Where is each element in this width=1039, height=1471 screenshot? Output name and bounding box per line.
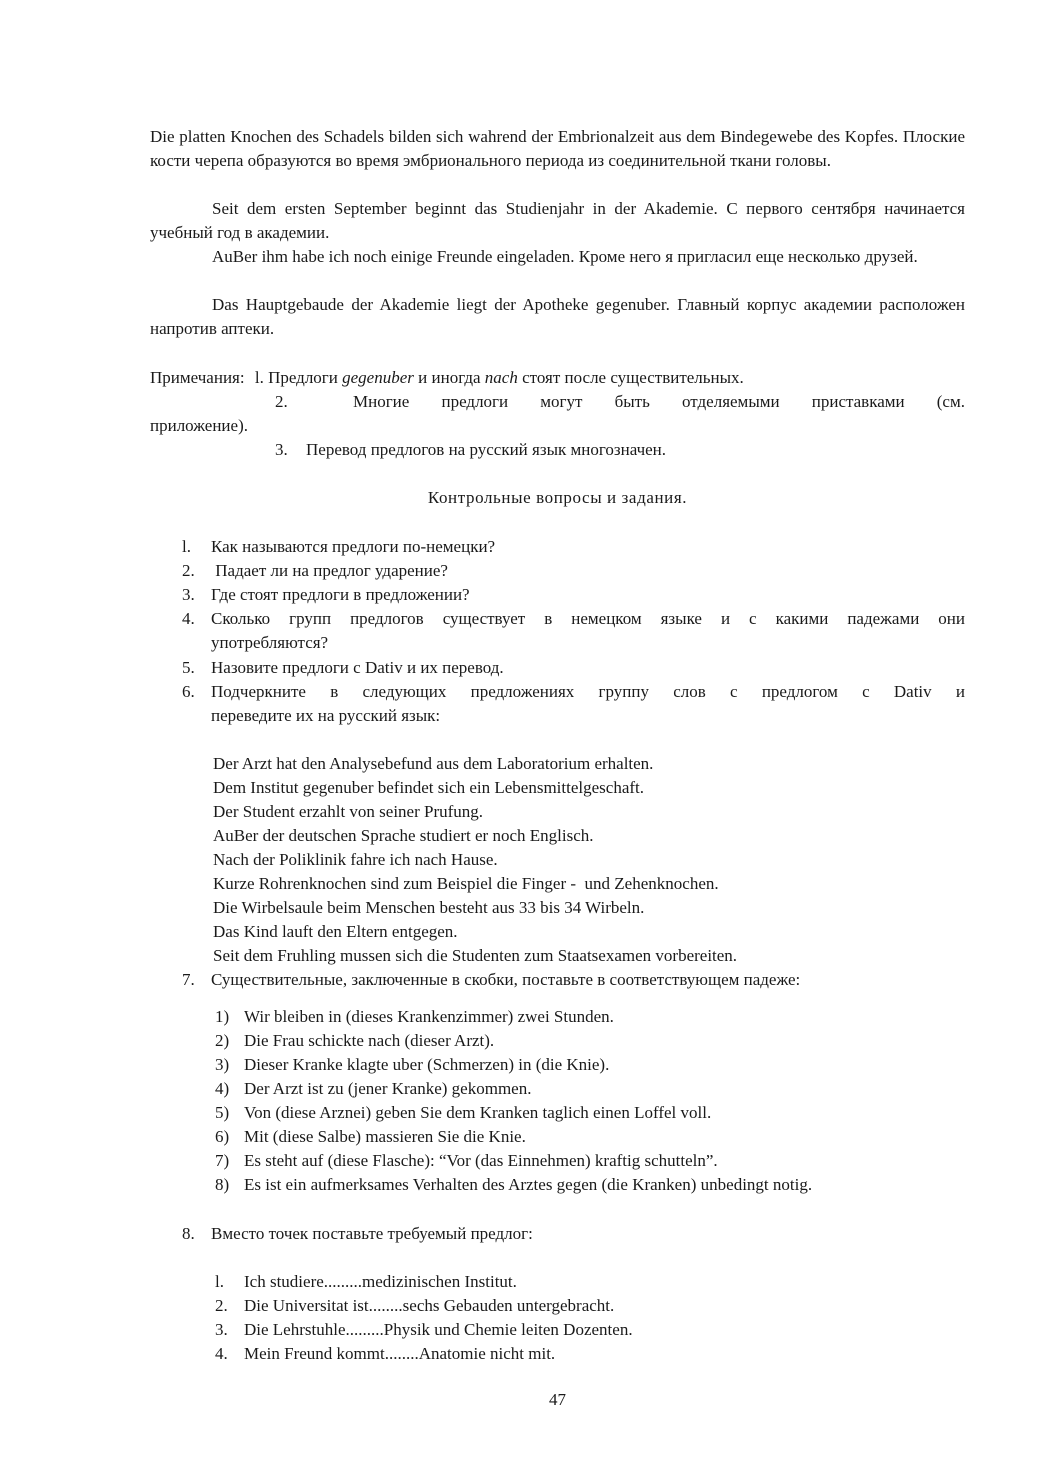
note-2-continuation: приложение). bbox=[150, 416, 248, 435]
notes-label: Примечания: bbox=[150, 368, 245, 387]
item-number: 2. bbox=[215, 1296, 228, 1315]
blank-dots: ......... bbox=[345, 1320, 384, 1339]
question-text: Существительные, заключенные в скобки, поставьте в соответствующем падеже: bbox=[211, 970, 801, 989]
item-number: 3. bbox=[215, 1320, 228, 1339]
question-6-line-1: Подчеркните в следующих предложениях группу слов с предлогом с Dativ и bbox=[211, 682, 965, 701]
page-number: 47 bbox=[549, 1390, 566, 1409]
note-2-number: 2. bbox=[275, 392, 288, 411]
question-text: Где стоят предлоги в предложении? bbox=[211, 585, 470, 604]
sentence-7: Die Wirbelsaule beim Menschen besteht aus 33 bis 34 Wirbeln. bbox=[213, 898, 645, 917]
question-6-number: 6. bbox=[182, 682, 195, 701]
question-number: 8. bbox=[182, 1224, 195, 1243]
note-1 bbox=[150, 366, 744, 390]
note-1-text-a: Предлоги bbox=[268, 368, 338, 387]
question-text: Вместо точек поставьте требуемый предлог: bbox=[211, 1224, 533, 1243]
item-number: 5) bbox=[215, 1103, 230, 1122]
note-1-term-gegenuber: gegenuber bbox=[342, 368, 414, 387]
item-number: l. bbox=[215, 1272, 224, 1291]
question-number: l. bbox=[182, 537, 191, 556]
question-4-line-1: Сколько групп предлогов существует в немецком языке и с какими падежами они bbox=[211, 609, 965, 628]
blank-dots: ........ bbox=[368, 1296, 403, 1315]
item-number: 7) bbox=[215, 1151, 230, 1170]
question-number: 3. bbox=[182, 585, 195, 604]
item-text: Dieser Kranke klagte uber (Schmerzen) in (die Knie). bbox=[244, 1055, 610, 1074]
sentence-1: Der Arzt hat den Analysebefund aus dem Laboratorium erhalten. bbox=[213, 754, 654, 773]
question-4-line-2: употребляются? bbox=[211, 633, 329, 652]
question-number: 7. bbox=[182, 970, 195, 989]
section-heading: Контрольные вопросы и задания. bbox=[427, 488, 688, 507]
item-text: Mit (diese Salbe) massieren Sie die Knie. bbox=[244, 1127, 526, 1146]
item-text-start: Die Lehrstuhle bbox=[244, 1320, 346, 1339]
item-text-end: sechs Gebauden untergebracht. bbox=[402, 1296, 615, 1315]
item-number: 6) bbox=[215, 1127, 230, 1146]
note-2-text: Многие предлоги могут быть отделяемыми приставками (см. bbox=[353, 392, 965, 411]
item-number: 2) bbox=[215, 1031, 230, 1050]
question-6-line-2: переведите их на русский язык: bbox=[211, 706, 441, 725]
paragraph-4: Das Hauptgebaude der Akademie liegt der Apotheke gegenuber. Главный корпус академии расположен напротив аптеки. bbox=[150, 295, 965, 338]
item-text-end: medizinischen Institut. bbox=[362, 1272, 517, 1291]
note-1-number: l. bbox=[254, 368, 264, 387]
item-text: Es ist ein aufmerksames Verhalten des Arztes gegen (die Kranken) unbedingt notig. bbox=[244, 1175, 813, 1194]
item-text: Wir bleiben in (dieses Krankenzimmer) zwei Stunden. bbox=[244, 1007, 614, 1026]
question-text: Падает ли на предлог ударение? bbox=[211, 561, 448, 580]
sentence-4: AuBer der deutschen Sprache studiert er noch Englisch. bbox=[213, 826, 594, 845]
note-3-number: 3. bbox=[275, 440, 288, 459]
sentence-3: Der Student erzahlt von seiner Prufung. bbox=[213, 802, 484, 821]
item-text-start: Ich studiere bbox=[244, 1272, 324, 1291]
item-text: Von (diese Arznei) geben Sie dem Kranken taglich einen Loffel voll. bbox=[244, 1103, 712, 1122]
paragraph-3: AuBer ihm habe ich noch einige Freunde eingeladen. Кроме него я пригласил еще несколько друзей. bbox=[212, 247, 918, 266]
item-text-end: Physik und Chemie leiten Dozenten. bbox=[383, 1320, 633, 1339]
item-text: Der Arzt ist zu (jener Kranke) gekommen. bbox=[244, 1079, 532, 1098]
sentence-5: Nach der Poliklinik fahre ich nach Hause. bbox=[213, 850, 498, 869]
item-text: Die Frau schickte nach (dieser Arzt). bbox=[244, 1031, 495, 1050]
paragraph-2: Seit dem ersten September beginnt das Studienjahr in der Akademie. С первого сентября начинается учебный год в академии. bbox=[150, 199, 965, 242]
blank-dots: ......... bbox=[323, 1272, 363, 1291]
note-1-text-e: стоят после существительных. bbox=[522, 368, 744, 387]
item-number: 4. bbox=[215, 1344, 228, 1363]
note-1-text-c: и иногда bbox=[418, 368, 481, 387]
item-text: Es steht auf (diese Flasche): “Vor (das Einnehmen) kraftig schutteln”. bbox=[244, 1151, 718, 1170]
note-1-term-nach: nach bbox=[484, 368, 518, 387]
sentence-2: Dem Institut gegenuber befindet sich ein Lebensmittelgeschaft. bbox=[213, 778, 645, 797]
sentence-6: Kurze Rohrenknochen sind zum Beispiel die Finger - und Zehenknochen. bbox=[213, 874, 719, 893]
note-3-text: Перевод предлогов на русский язык многозначен. bbox=[306, 440, 667, 459]
paragraph-1: Die platten Knochen des Schadels bilden sich wahrend der Embrionalzeit aus dem Bindegewebe des Kopfes. Плоские кости черепа образуются во время эмбрионального периода из соединительной ткани головы. bbox=[150, 127, 965, 170]
item-text-start: Die Universitat ist bbox=[244, 1296, 369, 1315]
item-number: 3) bbox=[215, 1055, 230, 1074]
question-4-number: 4. bbox=[182, 609, 195, 628]
question-text: Назовите предлоги с Dativ и их перевод. bbox=[211, 658, 504, 677]
sentence-8: Das Kind lauft den Eltern entgegen. bbox=[213, 922, 458, 941]
item-number: 8) bbox=[215, 1175, 230, 1194]
question-text: Как называются предлоги по-немецки? bbox=[211, 537, 496, 556]
question-number: 5. bbox=[182, 658, 195, 677]
item-number: 4) bbox=[215, 1079, 230, 1098]
item-text-start: Mein Freund kommt bbox=[244, 1344, 385, 1363]
sentence-9: Seit dem Fruhling mussen sich die Studenten zum Staatsexamen vorbereiten. bbox=[213, 946, 738, 965]
item-text-end: Anatomie nicht mit. bbox=[418, 1344, 556, 1363]
question-number: 2. bbox=[182, 561, 195, 580]
blank-dots: ........ bbox=[384, 1344, 419, 1363]
item-number: 1) bbox=[215, 1007, 230, 1026]
